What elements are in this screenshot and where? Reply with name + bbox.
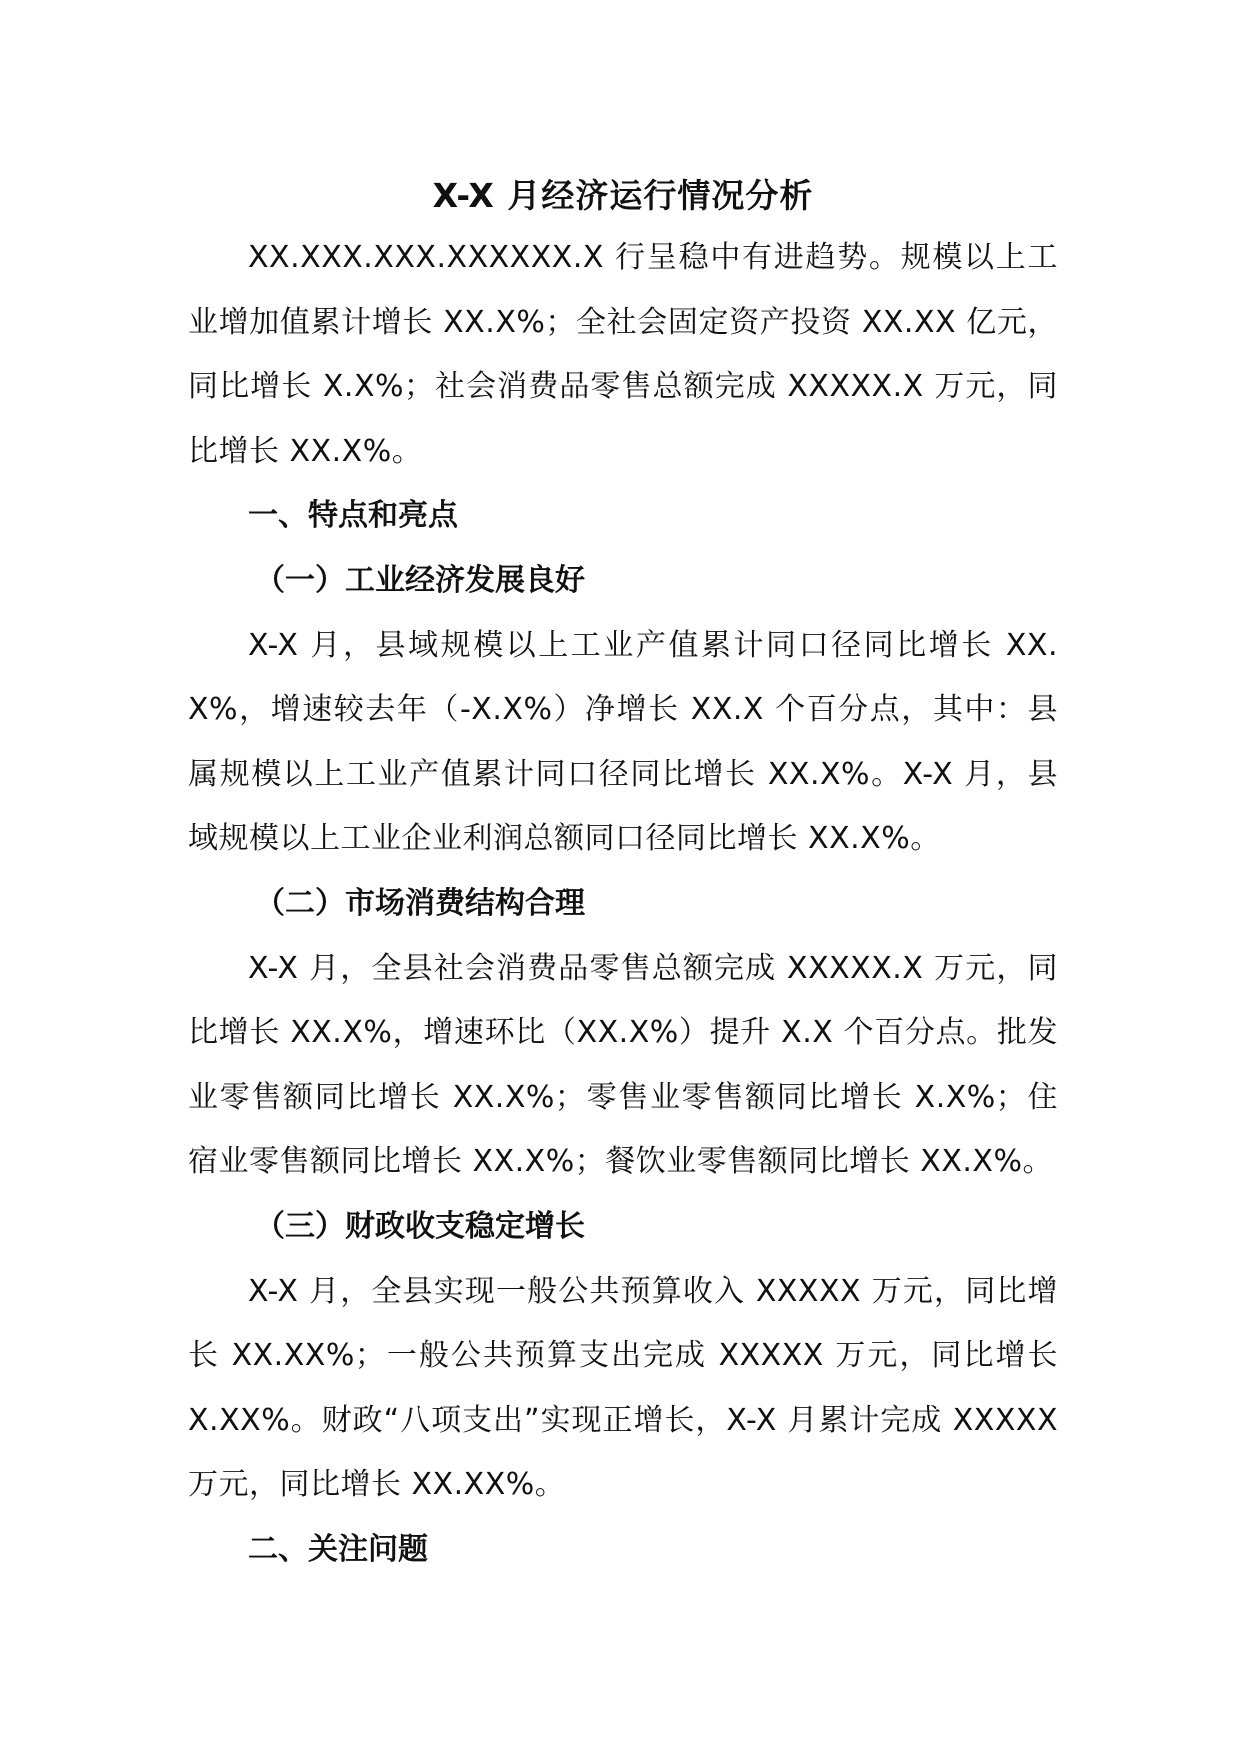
- document-title: X-X 月经济运行情况分析: [432, 176, 814, 215]
- subsection-heading-consumption: （二）市场消费结构合理: [255, 885, 585, 921]
- intro-paragraph: XX.XXX.XXX.XXXXXX.X 行呈稳中有进趋势。规模以上工业增加值累计增长 XX.X%；全社会固定资产投资 XX.XX 亿元，同比增长 X.X%；社会消费品零售总额完成 XXXXX.X 万元，同比增长 XX.X%。: [188, 240, 1058, 469]
- document-body: [188, 166, 1058, 1582]
- consumption-paragraph: X-X 月，全县社会消费品零售总额完成 XXXXX.X 万元，同比增长 XX.X%，增速环比（XX.X%）提升 X.X 个百分点。批发业零售额同比增长 XX.X%；零售业零售额同比增长 X.X%；住宿业零售额同比增长 XX.X%；餐饮业零售额同比增长 XX.X%。: [188, 950, 1058, 1180]
- section-heading-concerns: 二、关注问题: [248, 1531, 428, 1567]
- subsection-heading-industry: （一）工业经济发展良好: [255, 562, 585, 598]
- industry-paragraph: X-X 月，县域规模以上工业产值累计同口径同比增长 XX.X%，增速较去年（-X.X%）净增长 XX.X 个百分点，其中：县属规模以上工业产值累计同口径同比增长 XX.X%。X-X 月，县域规模以上工业企业利润总额同口径同比增长 XX.X%。: [188, 627, 1058, 857]
- subsection-heading-finance: （三）财政收支稳定增长: [255, 1208, 585, 1244]
- section-heading-highlights: 一、特点和亮点: [248, 498, 458, 534]
- finance-paragraph: X-X 月，全县实现一般公共预算收入 XXXXX 万元，同比增长 XX.XX%；一般公共预算支出完成 XXXXX 万元，同比增长 X.XX%。财政“八项支出”实现正增长，X-X 月累计完成 XXXXX 万元，同比增长 XX.XX%。: [188, 1273, 1058, 1503]
